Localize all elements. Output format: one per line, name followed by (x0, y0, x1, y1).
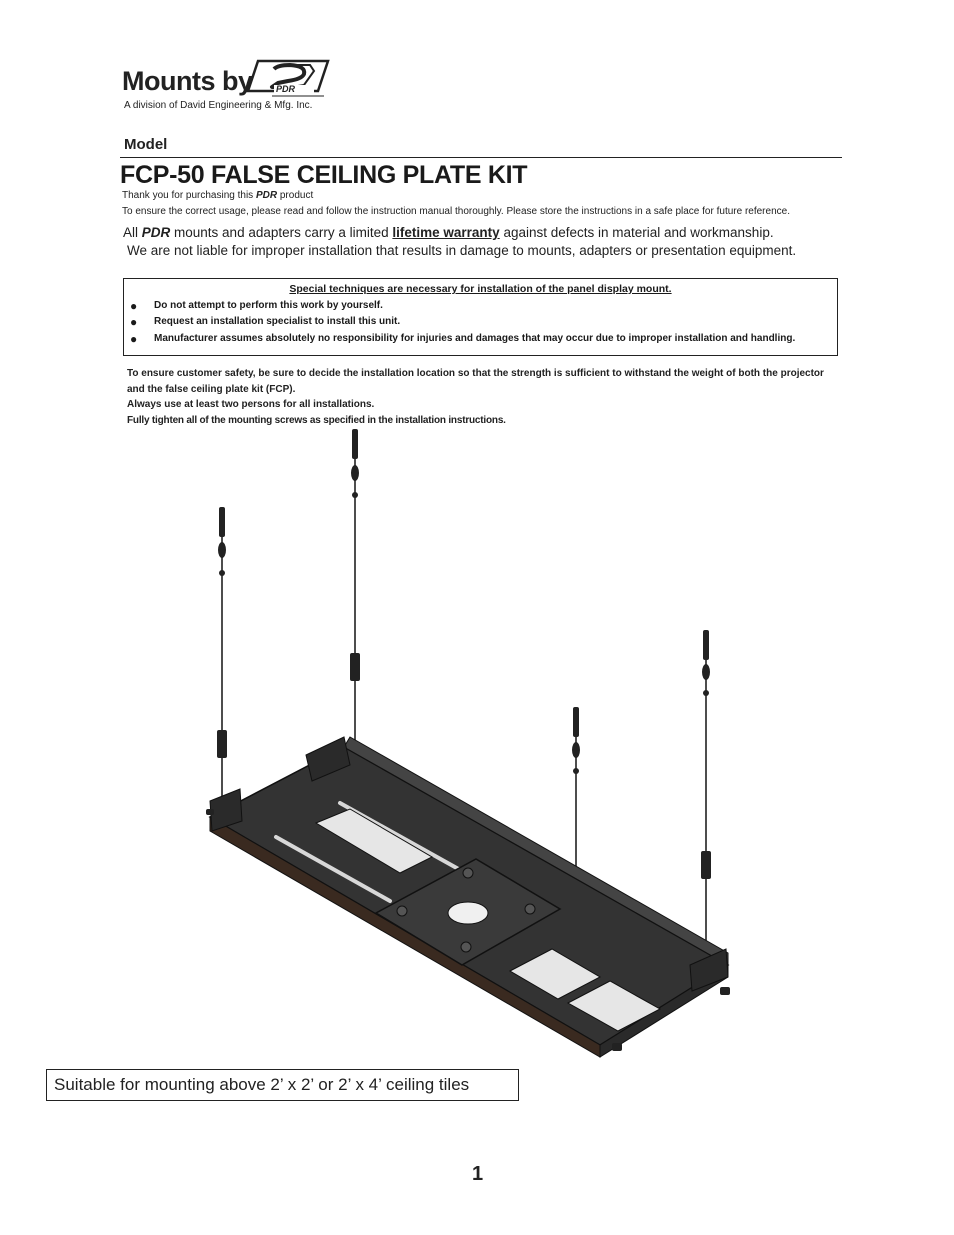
safety-note: Always use at least two persons for all installations. (127, 399, 375, 410)
bullet-icon: ● (130, 299, 138, 313)
warning-heading: Special techniques are necessary for installation of the panel display mount. (289, 283, 672, 295)
bullet-icon: ● (130, 332, 138, 346)
warning-item (130, 299, 383, 313)
warranty-brand: PDR (141, 225, 171, 240)
brand-heading: Mounts by (122, 66, 253, 96)
warning-item (130, 315, 401, 329)
division-text: A division of David Engineering & Mfg. Inc. (124, 100, 313, 111)
suitability-box: Suitable for mounting above 2’ x 2’ or 2’ x 4’ ceiling tiles (46, 1069, 519, 1101)
warranty-middle: mounts and adapters carry a limited (170, 225, 393, 240)
lifetime-warranty-text: lifetime warranty (392, 225, 500, 240)
warning-item-text: Manufacturer assumes absolutely no responsibility for injuries and damages that may occur due to improper installation and handling. (154, 333, 796, 344)
warning-item (130, 332, 796, 346)
warranty-suffix: against defects in material and workmanship. (499, 225, 774, 240)
liability-text: We are not liable for improper installation that results in damage to mounts, adapters or presentation equipment. (127, 243, 797, 258)
safety-note: Fully tighten all of the mounting screws as specified in the installation instructions. (127, 414, 506, 426)
warranty-line (123, 225, 774, 240)
product-title: FCP-50 FALSE CEILING PLATE KIT (120, 161, 528, 189)
bullet-icon: ● (130, 315, 138, 329)
header-rule (120, 157, 842, 158)
warranty-prefix: All (123, 225, 142, 240)
warning-item-text: Request an installation specialist to install this unit. (154, 316, 401, 327)
thanks-prefix: Thank you for purchasing this (122, 190, 256, 201)
false-ceiling-plate-illustration-icon (180, 425, 740, 1065)
pdr-logo-icon (244, 59, 330, 99)
warning-box (123, 278, 838, 356)
thanks-brand: PDR (255, 190, 278, 201)
svg-text:PDR: PDR (276, 84, 296, 94)
safety-note: To ensure customer safety, be sure to decide the installation location so that the strength is sufficient to withstand the weight of both the projector (127, 368, 824, 379)
thanks-suffix: product (277, 190, 314, 201)
thanks-line (122, 190, 313, 201)
model-label: Model (124, 136, 168, 153)
safety-note: and the false ceiling plate kit (FCP). (127, 383, 296, 395)
correct-usage-text: To ensure the correct usage, please read and follow the instruction manual thoroughly. Please store the instructions in a safe place for future reference. (122, 206, 790, 217)
warning-item-text: Do not attempt to perform this work by yourself. (154, 300, 383, 311)
safety-notes (127, 366, 847, 428)
page-number: 1 (472, 1163, 484, 1185)
